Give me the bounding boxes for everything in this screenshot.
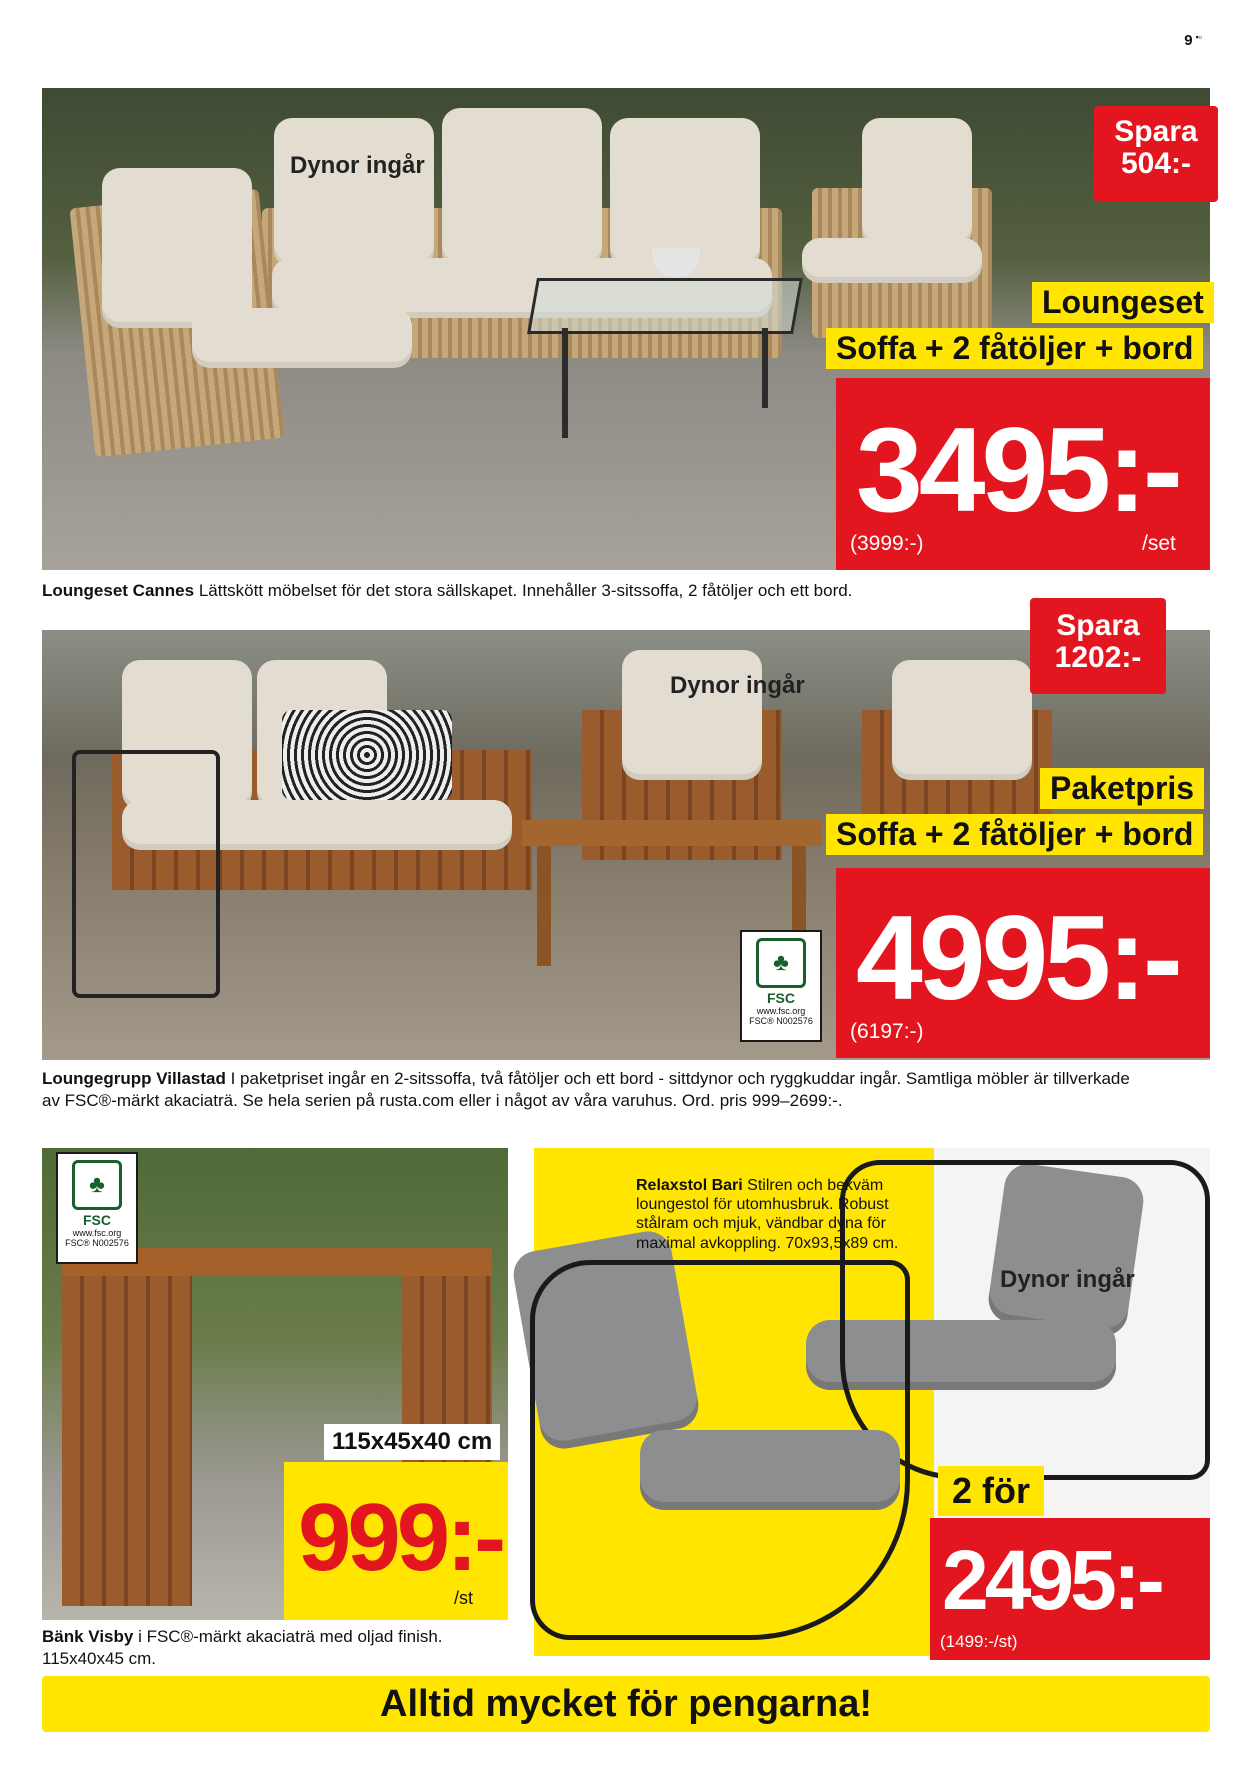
sofa-back-cushion <box>442 108 602 268</box>
package-contents-label: Soffa + 2 fåtöljer + bord <box>826 328 1203 369</box>
bench-side <box>62 1276 192 1606</box>
footer-slogan: Alltid mycket för pengarna! <box>42 1676 1210 1732</box>
fsc-logo: ♣ FSC www.fsc.org FSC® N002576 <box>56 1152 138 1264</box>
dynor-ingar-label: Dynor ingår <box>290 152 425 179</box>
armchair-cushion <box>862 118 972 248</box>
dynor-ingar-label: Dynor ingår <box>670 672 805 699</box>
price-box <box>930 1518 1210 1660</box>
pattern-pillow <box>282 710 452 800</box>
table-leg <box>537 846 551 966</box>
visby-caption: Bänk Visby i FSC®-märkt akaciaträ med oljad finish. 115x40x45 cm. <box>42 1627 443 1669</box>
fsc-logo: ♣ FSC www.fsc.org FSC® N002576 <box>740 930 822 1042</box>
armchair-seat <box>192 308 412 368</box>
price-unit: /set <box>1142 532 1176 555</box>
dynor-ingar-label: Dynor ingår <box>1000 1266 1135 1293</box>
price-box <box>836 868 1210 1058</box>
save-badge: Spara 504:- <box>1094 106 1218 202</box>
sofa-back-cushion <box>274 118 434 268</box>
dots-icon: ▪▫ <box>1195 32 1202 42</box>
old-price: (6197:-) <box>850 1020 924 1043</box>
sofa-back-cushion <box>610 118 760 268</box>
tree-icon: ♣ <box>756 938 806 988</box>
price: 999:- <box>298 1484 503 1591</box>
armchair-cushion <box>622 650 762 780</box>
price: 2495:- <box>942 1533 1161 1627</box>
table-leg <box>762 328 768 408</box>
old-price: (1499:-/st) <box>940 1632 1018 1651</box>
wooden-table <box>522 820 822 846</box>
glass-table <box>527 278 803 334</box>
price: 4995:- <box>856 891 1179 1025</box>
product-type-label: Paketpris <box>1040 768 1204 809</box>
bar-trolley <box>72 750 220 998</box>
villastad-caption: Loungegrupp Villastad I paketpriset ingår en 2-sitssoffa, två fåtöljer och ett bord - sittdynor och ryggkuddar ingår. Samtliga möbler är tillverkade av FSC®-märkt akaciaträ. Se hela serien på rusta.com eller i något av våra varuhus. Ord. pris 999–2699:-. <box>42 1069 1130 1111</box>
price-box <box>836 378 1210 570</box>
product-type-label: Loungeset <box>1032 282 1214 323</box>
page-number: 9 ▪▫ <box>1184 32 1202 49</box>
package-contents-label: Soffa + 2 fåtöljer + bord <box>826 814 1203 855</box>
tree-icon: ♣ <box>72 1160 122 1210</box>
old-price: (3999:-) <box>850 532 924 555</box>
deal-label: 2 för <box>938 1466 1044 1516</box>
armchair-seat <box>802 238 982 283</box>
price-unit: /st <box>454 1588 474 1608</box>
save-badge: Spara 1202:- <box>1030 598 1166 694</box>
chair-frame <box>530 1260 910 1640</box>
price: 3495:- <box>856 403 1179 537</box>
cannes-caption: Loungeset Cannes Lättskött möbelset för det stora sällskapet. Innehåller 3-sitssoffa, 2 fåtöljer och ett bord. <box>42 581 853 600</box>
armchair-cushion <box>892 660 1032 780</box>
armchair-cushion <box>102 168 252 328</box>
table-leg <box>562 328 568 438</box>
price-box <box>284 1462 508 1620</box>
bari-description: Relaxstol Bari Stilren och bekväm loungestol för utomhusbruk. Robust stålram och mjuk, vändbar dyna för maximal avkoppling. 70x93,5x89 cm. <box>636 1177 899 1252</box>
size-label: 115x45x40 cm <box>324 1424 500 1460</box>
